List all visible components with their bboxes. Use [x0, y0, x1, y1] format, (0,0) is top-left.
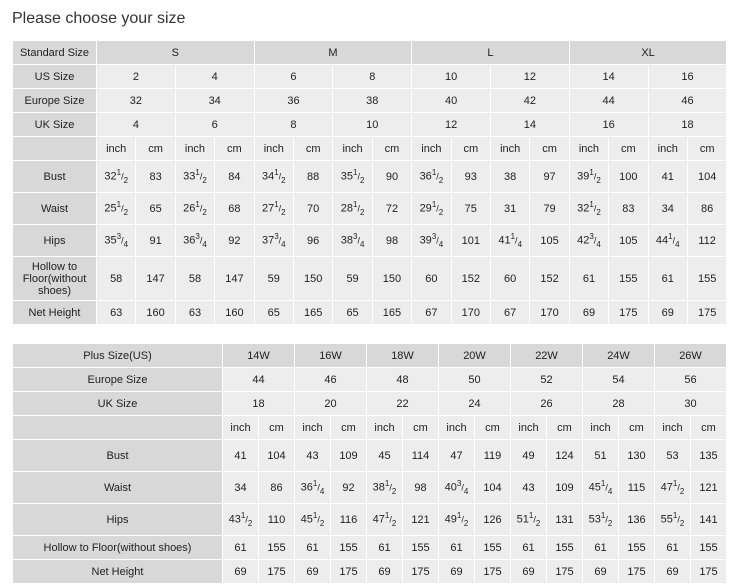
us-size-value: 10 — [412, 65, 491, 89]
unit-cell: cm — [547, 416, 583, 440]
plus-waist-value: 34 — [223, 472, 259, 504]
plus-hollow-value: 155 — [691, 536, 727, 560]
hips-value: 105 — [609, 225, 648, 257]
waist-value: 68 — [215, 193, 254, 225]
unit-cell: cm — [609, 137, 648, 161]
table-row-plus-hips — [13, 504, 727, 536]
waist-value: $26^1/_2$ — [175, 193, 214, 225]
hips-value: 101 — [451, 225, 490, 257]
hollow-value: 60 — [490, 257, 529, 301]
plus-europe-value: 48 — [367, 368, 439, 392]
plus-hips-value: 141 — [691, 504, 727, 536]
waist-value: $32^1/_2$ — [569, 193, 608, 225]
unit-cell: cm — [215, 137, 254, 161]
bust-value: $39^1/_2$ — [569, 161, 608, 193]
row-label-net-height: Net Height — [13, 301, 97, 325]
bust-value: $33^1/_2$ — [175, 161, 214, 193]
unit-cell: cm — [293, 137, 332, 161]
hollow-value: 58 — [97, 257, 136, 301]
plus-size-header: 18W — [367, 344, 439, 368]
uk-size-value: 10 — [333, 113, 412, 137]
plus-net-height-value: 175 — [619, 560, 655, 584]
row-label-plus-hips: Hips — [13, 504, 223, 536]
net-height-value: 67 — [412, 301, 451, 325]
bust-value: 88 — [293, 161, 332, 193]
bust-value: 38 — [490, 161, 529, 193]
hips-value: $44^1/_4$ — [648, 225, 687, 257]
plus-hips-value: 131 — [547, 504, 583, 536]
europe-size-value: 36 — [254, 89, 333, 113]
waist-value: 72 — [372, 193, 411, 225]
europe-size-value: 40 — [412, 89, 491, 113]
net-height-value: 67 — [490, 301, 529, 325]
plus-net-height-value: 175 — [331, 560, 367, 584]
unit-cell: inch — [254, 137, 293, 161]
table-row-europe-size — [13, 89, 727, 113]
unit-cell: inch — [175, 137, 214, 161]
plus-bust-value: 53 — [655, 440, 691, 472]
hips-value: 112 — [687, 225, 726, 257]
bust-value: 93 — [451, 161, 490, 193]
net-height-value: 63 — [97, 301, 136, 325]
us-size-value: 2 — [97, 65, 176, 89]
table-row-waist — [13, 193, 727, 225]
bust-value: 90 — [372, 161, 411, 193]
plus-uk-value: 22 — [367, 392, 439, 416]
standard-size-table — [12, 40, 727, 325]
table-row-plus-hollow-to-floor — [13, 536, 727, 560]
plus-bust-value: 104 — [259, 440, 295, 472]
unit-cell: inch — [223, 416, 259, 440]
hips-value: 105 — [530, 225, 569, 257]
plus-bust-value: 114 — [403, 440, 439, 472]
bust-value: 97 — [530, 161, 569, 193]
plus-hips-value: 126 — [475, 504, 511, 536]
net-height-value: 170 — [451, 301, 490, 325]
plus-uk-value: 28 — [583, 392, 655, 416]
plus-hollow-value: 155 — [331, 536, 367, 560]
europe-size-value: 46 — [648, 89, 727, 113]
plus-net-height-value: 175 — [403, 560, 439, 584]
plus-waist-value: $36^1/_4$ — [295, 472, 331, 504]
plus-waist-value: 86 — [259, 472, 295, 504]
plus-europe-value: 50 — [439, 368, 511, 392]
plus-bust-value: 109 — [331, 440, 367, 472]
table-row-plus-size — [13, 344, 727, 368]
waist-value: 79 — [530, 193, 569, 225]
uk-size-value: 16 — [569, 113, 648, 137]
bust-value: 84 — [215, 161, 254, 193]
us-size-value: 4 — [175, 65, 254, 89]
plus-size-header: 24W — [583, 344, 655, 368]
row-label-hips: Hips — [13, 225, 97, 257]
unit-cell: inch — [490, 137, 529, 161]
plus-hips-value: $55^1/_2$ — [655, 504, 691, 536]
size-group-m: M — [254, 41, 412, 65]
us-size-value: 14 — [569, 65, 648, 89]
plus-waist-value: $40^3/_4$ — [439, 472, 475, 504]
hips-value: $35^3/_4$ — [97, 225, 136, 257]
net-height-value: 165 — [293, 301, 332, 325]
plus-waist-value: $45^1/_4$ — [583, 472, 619, 504]
plus-hips-value: $45^1/_2$ — [295, 504, 331, 536]
waist-value: 75 — [451, 193, 490, 225]
plus-hips-value: $53^1/_2$ — [583, 504, 619, 536]
bust-value: 100 — [609, 161, 648, 193]
row-label-uk-size: UK Size — [13, 113, 97, 137]
waist-value: $28^1/_2$ — [333, 193, 372, 225]
unit-cell: cm — [687, 137, 726, 161]
bust-value: 104 — [687, 161, 726, 193]
net-height-value: 170 — [530, 301, 569, 325]
plus-waist-value: $38^1/_2$ — [367, 472, 403, 504]
plus-bust-value: 47 — [439, 440, 475, 472]
hollow-value: 59 — [333, 257, 372, 301]
plus-uk-value: 18 — [223, 392, 295, 416]
unit-cell: cm — [691, 416, 727, 440]
plus-waist-value: 115 — [619, 472, 655, 504]
unit-cell: cm — [475, 416, 511, 440]
row-label-plus-europe-size: Europe Size — [13, 368, 223, 392]
row-label-bust: Bust — [13, 161, 97, 193]
plus-net-height-value: 69 — [583, 560, 619, 584]
unit-cell: cm — [619, 416, 655, 440]
net-height-value: 63 — [175, 301, 214, 325]
plus-net-height-value: 69 — [439, 560, 475, 584]
plus-hips-value: 110 — [259, 504, 295, 536]
plus-hips-value: $49^1/_2$ — [439, 504, 475, 536]
row-label-us-size: US Size — [13, 65, 97, 89]
unit-cell: inch — [97, 137, 136, 161]
row-label-hollow-to-floor: Hollow to Floor(without shoes) — [13, 257, 97, 301]
table-row-us-size — [13, 65, 727, 89]
waist-value: 31 — [490, 193, 529, 225]
size-group-s: S — [97, 41, 255, 65]
net-height-value: 165 — [372, 301, 411, 325]
hips-value: 91 — [136, 225, 175, 257]
plus-size-header: 20W — [439, 344, 511, 368]
table-row-uk-size — [13, 113, 727, 137]
waist-value: 83 — [609, 193, 648, 225]
hips-value: 96 — [293, 225, 332, 257]
plus-waist-value: 92 — [331, 472, 367, 504]
page-title: Please choose your size — [12, 10, 186, 27]
net-height-value: 160 — [215, 301, 254, 325]
table-row-bust — [13, 161, 727, 193]
plus-hollow-value: 155 — [619, 536, 655, 560]
plus-net-height-value: 69 — [295, 560, 331, 584]
waist-value: 70 — [293, 193, 332, 225]
plus-bust-value: 45 — [367, 440, 403, 472]
row-label-waist: Waist — [13, 193, 97, 225]
row-label-plus-size: Plus Size(US) — [13, 344, 223, 368]
net-height-value: 69 — [648, 301, 687, 325]
table-row-plus-units — [13, 416, 727, 440]
plus-europe-value: 54 — [583, 368, 655, 392]
plus-hips-value: 116 — [331, 504, 367, 536]
table-row-plus-waist — [13, 472, 727, 504]
plus-europe-value: 52 — [511, 368, 583, 392]
plus-hollow-value: 61 — [439, 536, 475, 560]
plus-waist-value: 109 — [547, 472, 583, 504]
plus-hollow-value: 155 — [547, 536, 583, 560]
hollow-value: 152 — [530, 257, 569, 301]
table-row-hips — [13, 225, 727, 257]
plus-bust-value: 49 — [511, 440, 547, 472]
bust-value: $32^1/_2$ — [97, 161, 136, 193]
table-row-net-height — [13, 301, 727, 325]
plus-waist-value: 98 — [403, 472, 439, 504]
plus-size-header: 22W — [511, 344, 583, 368]
plus-hollow-value: 155 — [475, 536, 511, 560]
plus-uk-value: 30 — [655, 392, 727, 416]
unit-cell: inch — [583, 416, 619, 440]
hips-value: $38^3/_4$ — [333, 225, 372, 257]
unit-cell: cm — [331, 416, 367, 440]
uk-size-value: 12 — [412, 113, 491, 137]
unit-cell: inch — [412, 137, 451, 161]
unit-cell: cm — [136, 137, 175, 161]
unit-cell: inch — [295, 416, 331, 440]
net-height-value: 175 — [687, 301, 726, 325]
unit-cell: inch — [333, 137, 372, 161]
plus-hollow-value: 61 — [655, 536, 691, 560]
us-size-value: 16 — [648, 65, 727, 89]
plus-hollow-value: 155 — [259, 536, 295, 560]
hollow-value: 147 — [136, 257, 175, 301]
table-row-plus-europe-size — [13, 368, 727, 392]
unit-cell: inch — [569, 137, 608, 161]
net-height-value: 65 — [254, 301, 293, 325]
unit-cell: inch — [648, 137, 687, 161]
plus-waist-value: 104 — [475, 472, 511, 504]
plus-net-height-value: 69 — [367, 560, 403, 584]
net-height-value: 175 — [609, 301, 648, 325]
hollow-value: 150 — [293, 257, 332, 301]
unit-cell: inch — [511, 416, 547, 440]
plus-hollow-value: 61 — [583, 536, 619, 560]
hollow-value: 61 — [569, 257, 608, 301]
waist-value: $25^1/_2$ — [97, 193, 136, 225]
row-label-units — [13, 137, 97, 161]
plus-hollow-value: 61 — [511, 536, 547, 560]
hips-value: $39^3/_4$ — [412, 225, 451, 257]
hollow-value: 155 — [609, 257, 648, 301]
plus-bust-value: 41 — [223, 440, 259, 472]
plus-bust-value: 119 — [475, 440, 511, 472]
plus-europe-value: 44 — [223, 368, 295, 392]
plus-hips-value: $47^1/_2$ — [367, 504, 403, 536]
plus-bust-value: 135 — [691, 440, 727, 472]
plus-net-height-value: 69 — [223, 560, 259, 584]
plus-hips-value: $51^1/_2$ — [511, 504, 547, 536]
table-spacer — [0, 325, 738, 343]
plus-hollow-value: 155 — [403, 536, 439, 560]
waist-value: 65 — [136, 193, 175, 225]
plus-net-height-value: 175 — [259, 560, 295, 584]
uk-size-value: 18 — [648, 113, 727, 137]
row-label-standard-size: Standard Size — [13, 41, 97, 65]
plus-bust-value: 124 — [547, 440, 583, 472]
bust-value: 41 — [648, 161, 687, 193]
row-label-plus-units — [13, 416, 223, 440]
plus-hollow-value: 61 — [223, 536, 259, 560]
hips-value: $41^1/_4$ — [490, 225, 529, 257]
us-size-value: 12 — [490, 65, 569, 89]
us-size-value: 6 — [254, 65, 333, 89]
plus-net-height-value: 175 — [475, 560, 511, 584]
unit-cell: inch — [367, 416, 403, 440]
bust-value: $36^1/_2$ — [412, 161, 451, 193]
plus-size-header: 26W — [655, 344, 727, 368]
size-group-l: L — [412, 41, 570, 65]
unit-cell: cm — [403, 416, 439, 440]
unit-cell: cm — [451, 137, 490, 161]
size-group-xl: XL — [569, 41, 727, 65]
net-height-value: 65 — [333, 301, 372, 325]
row-label-plus-uk-size: UK Size — [13, 392, 223, 416]
plus-size-header: 16W — [295, 344, 367, 368]
plus-bust-value: 43 — [295, 440, 331, 472]
plus-hollow-value: 61 — [367, 536, 403, 560]
europe-size-value: 34 — [175, 89, 254, 113]
hips-value: $42^3/_4$ — [569, 225, 608, 257]
plus-waist-value: $47^1/_2$ — [655, 472, 691, 504]
net-height-value: 69 — [569, 301, 608, 325]
table-row-plus-net-height — [13, 560, 727, 584]
plus-uk-value: 20 — [295, 392, 367, 416]
plus-hips-value: 121 — [403, 504, 439, 536]
hollow-value: 155 — [687, 257, 726, 301]
plus-net-height-value: 175 — [691, 560, 727, 584]
uk-size-value: 14 — [490, 113, 569, 137]
hips-value: 92 — [215, 225, 254, 257]
row-label-plus-bust: Bust — [13, 440, 223, 472]
hollow-value: 152 — [451, 257, 490, 301]
europe-size-value: 42 — [490, 89, 569, 113]
plus-bust-value: 130 — [619, 440, 655, 472]
hollow-value: 150 — [372, 257, 411, 301]
net-height-value: 160 — [136, 301, 175, 325]
plus-size-table — [12, 343, 727, 584]
hollow-value: 61 — [648, 257, 687, 301]
plus-hips-value: $43^1/_2$ — [223, 504, 259, 536]
plus-hollow-value: 61 — [295, 536, 331, 560]
plus-net-height-value: 69 — [655, 560, 691, 584]
plus-size-header: 14W — [223, 344, 295, 368]
hollow-value: 147 — [215, 257, 254, 301]
uk-size-value: 6 — [175, 113, 254, 137]
bust-value: $34^1/_2$ — [254, 161, 293, 193]
hips-value: $37^3/_4$ — [254, 225, 293, 257]
plus-europe-value: 46 — [295, 368, 367, 392]
plus-europe-value: 56 — [655, 368, 727, 392]
unit-cell: cm — [372, 137, 411, 161]
row-label-plus-hollow-to-floor: Hollow to Floor(without shoes) — [13, 536, 223, 560]
bust-value: 83 — [136, 161, 175, 193]
hips-value: 98 — [372, 225, 411, 257]
uk-size-value: 8 — [254, 113, 333, 137]
unit-cell: inch — [655, 416, 691, 440]
plus-uk-value: 24 — [439, 392, 511, 416]
bust-value: $35^1/_2$ — [333, 161, 372, 193]
plus-waist-value: 121 — [691, 472, 727, 504]
hollow-value: 58 — [175, 257, 214, 301]
table-row-hollow-to-floor — [13, 257, 727, 301]
plus-hips-value: 136 — [619, 504, 655, 536]
hollow-value: 60 — [412, 257, 451, 301]
waist-value: 86 — [687, 193, 726, 225]
europe-size-value: 38 — [333, 89, 412, 113]
table-row-plus-uk-size — [13, 392, 727, 416]
europe-size-value: 44 — [569, 89, 648, 113]
plus-uk-value: 26 — [511, 392, 583, 416]
hips-value: $36^3/_4$ — [175, 225, 214, 257]
row-label-europe-size: Europe Size — [13, 89, 97, 113]
table-row-plus-bust — [13, 440, 727, 472]
plus-waist-value: 43 — [511, 472, 547, 504]
unit-cell: inch — [439, 416, 475, 440]
table-row-standard-size — [13, 41, 727, 65]
uk-size-value: 4 — [97, 113, 176, 137]
unit-cell: cm — [530, 137, 569, 161]
row-label-plus-waist: Waist — [13, 472, 223, 504]
plus-bust-value: 51 — [583, 440, 619, 472]
waist-value: 34 — [648, 193, 687, 225]
waist-value: $29^1/_2$ — [412, 193, 451, 225]
us-size-value: 8 — [333, 65, 412, 89]
plus-net-height-value: 69 — [511, 560, 547, 584]
unit-cell: cm — [259, 416, 295, 440]
waist-value: $27^1/_2$ — [254, 193, 293, 225]
table-row-units — [13, 137, 727, 161]
row-label-plus-net-height: Net Height — [13, 560, 223, 584]
plus-net-height-value: 175 — [547, 560, 583, 584]
europe-size-value: 32 — [97, 89, 176, 113]
hollow-value: 59 — [254, 257, 293, 301]
